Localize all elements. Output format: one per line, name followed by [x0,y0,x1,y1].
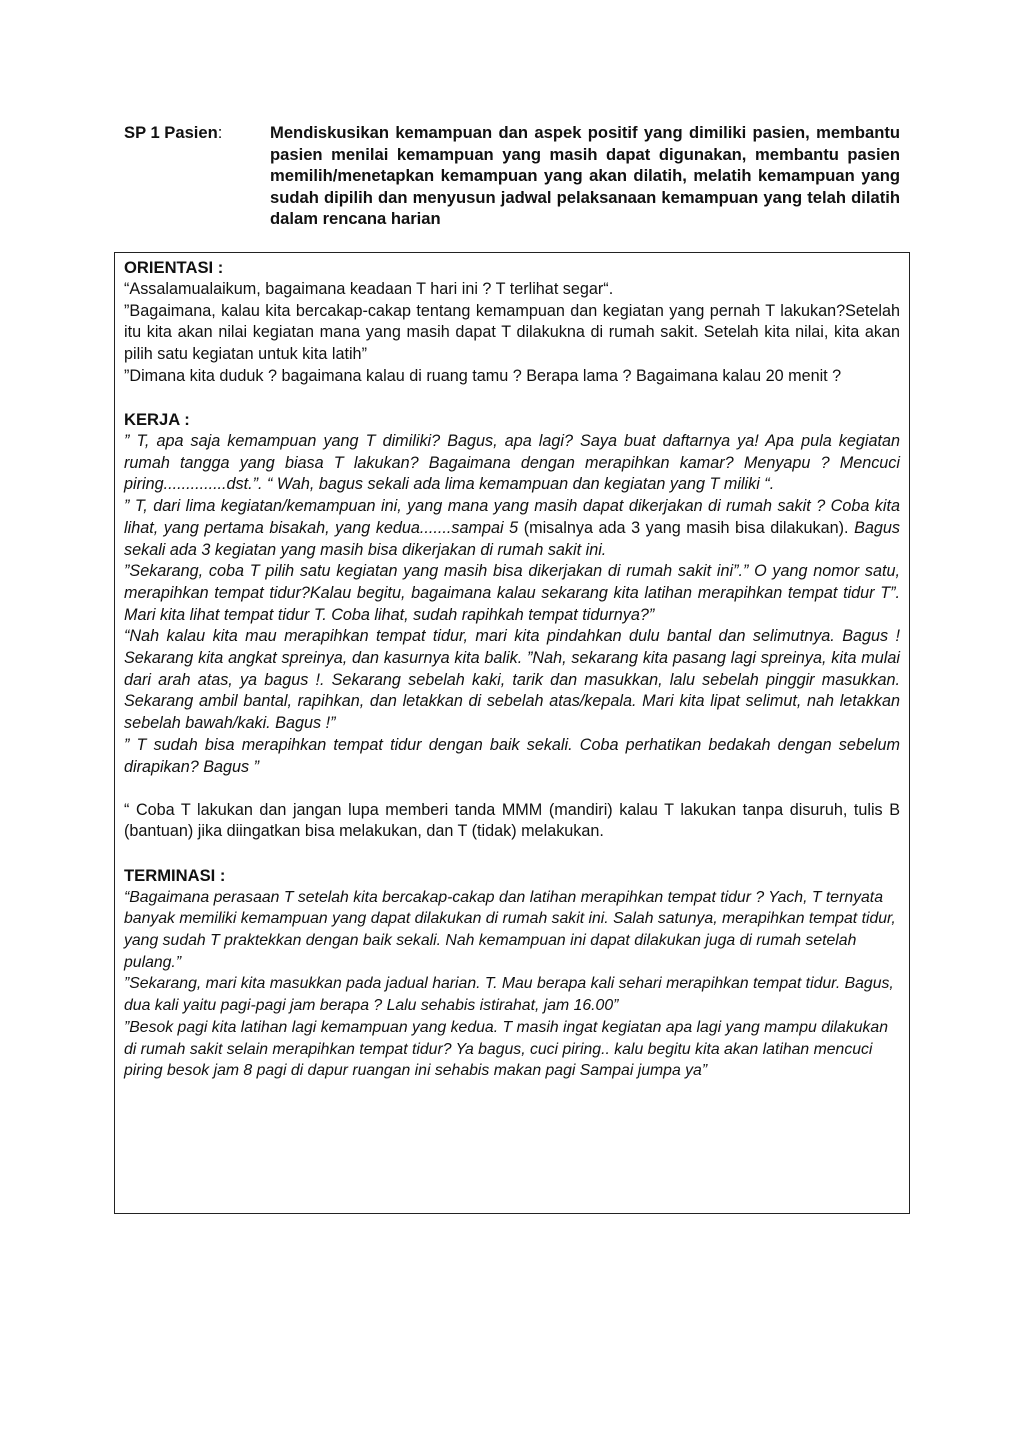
section-terminasi [124,865,900,1082]
terminasi-paragraph-1: “Bagaimana perasaan T setelah kita bercakap-cakap dan latihan merapihkan tempat tidur ? Yach, T ternyata banyak memiliki kemampuan yang dapat dilakukan di rumah sakit ini. Salah satunya, merapihkan tempat tidur, yang sudah T praktekkan dengan baik sekali. Nah kemampuan ini dapat dilakukan juga di rumah setelah pulang.” [124,888,896,971]
spacer [124,843,900,865]
section-title-kerja: KERJA : [124,410,190,430]
section-kerja [124,409,900,843]
terminasi-paragraph-2: ”Sekarang, mari kita masukkan pada jadual harian. T. Mau berapa kali sehari merapihkan tempat tidur. Bagus, dua kali yaitu pagi-pagi jam berapa ? Lalu sehabis istirahat, jam 16.00” [124,975,894,1015]
section-title-orientasi: ORIENTASI : [124,258,224,277]
orientasi-paragraph-2: ”Bagaimana, kalau kita bercakap-cakap tentang kemampuan dan kegiatan yang pernah T lakukan?Setelah itu kita akan nilai kegiatan mana yang masih dapat T dilakukna di rumah sakit. Setelah kita nilai, kita akan pilih satu kegiatan untuk kita latih” [124,301,900,364]
kerja-paragraph-2 [124,496,900,561]
heading-label-text: SP 1 Pasien [124,123,218,142]
section-orientasi [124,257,900,388]
kerja-paragraph-1: ” T, apa saja kemampuan yang T dimiliki? Bagus, apa lagi? Saya buat daftarnya ya! Apa pula kegiatan rumah tangga yang biasa T lakukan? Bagaimana dengan merapihkan kamar? Menyapu ? Mencuci piring..............dst.”. “ Wah, bagus sekali ada lima kemampuan dan kegiatan yang T miliki “. [124,432,900,494]
orientasi-paragraph-1: “Assalamualaikum, bagaimana keadaan T hari ini ? T terlihat segar“. [124,280,614,298]
kerja-paragraph-6: “ Coba T lakukan dan jangan lupa memberi tanda MMM (mandiri) kalau T lakukan tanpa disuruh, tulis B (bantuan) jika diingatkan bisa melakukan, dan T (tidak) melakukan. [124,800,900,841]
document-heading [124,122,900,230]
kerja-paragraph-2-b: (misalnya ada 3 yang masih bisa dilakukan). [518,518,855,537]
heading-colon: : [217,123,223,142]
heading-description: Mendiskusikan kemampuan dan aspek positif yang dimiliki pasien, membantu pasien menilai kemampuan yang masih dapat digunakan, membantu pasien memilih/menetapkan kemampuan yang akan dilatih, melatih kemampuan yang sudah dipilih dan menyusun jadwal pelaksanaan kemampuan yang telah dilatih dalam rencana harian [270,123,900,229]
section-title-terminasi: TERMINASI : [124,865,226,885]
kerja-paragraph-3: ”Sekarang, coba T pilih satu kegiatan yang masih bisa dikerjakan di rumah sakit ini”.” O yang nomor satu, merapihkan tempat tidur?Kalau begitu, bagaimana kalau sekarang kita latihan merapihkan tempat tidur T”. Mari kita lihat tempat tidur T. Coba lihat, sudah rapihkah tempat tidurnya?” [124,562,900,624]
kerja-paragraph-2-c: Bagus sekali ada 3 kegiatan yang masih bisa dikerjakan di rumah sakit ini. [124,518,900,559]
terminasi-paragraph-3: ”Besok pagi kita latihan lagi kemampuan yang kedua. T masih ingat kegiatan apa lagi yang mampu dilakukan di rumah sakit selain merapihkan tempat tidur? Ya bagus, cuci piring.. kalu begitu kita akan latihan mencuci piring besok jam 8 pagi di dapur ruangan ini sehabis makan pagi Sampai jumpa ya” [124,1018,888,1080]
heading-label [124,122,270,230]
spacer [124,778,900,800]
kerja-paragraph-4: “Nah kalau kita mau merapihkan tempat tidur, mari kita pindahkan dulu bantal dan selimutnya. Bagus ! Sekarang kita angkat spreinya, dan kasurnya kita balik. ”Nah, sekarang kita pasang lagi spreinya, kita mulai dari arah atas, ya bagus !. Sekarang sebelah kaki, tarik dan masukkan, lalu sebelah pinggir masukkan. Sekarang ambil bantal, rapihkan, dan letakkan di sebelah atas/kepala. Mari kita lipat selimut, nah letakkan sebelah bawah/kaki. Bagus !” [124,627,900,733]
kerja-paragraph-5: ” T sudah bisa merapihkan tempat tidur dengan baik sekali. Coba perhatikan bedakah dengan sebelum dirapikan? Bagus ” [124,735,900,776]
orientasi-paragraph-3: ”Dimana kita duduk ? bagaimana kalau di ruang tamu ? Berapa lama ? Bagaimana kalau 20 menit ? [124,366,842,385]
kerja-paragraph-2-a: ” T, dari lima kegiatan/kemampuan ini, yang mana yang masih dapat dikerjakan di rumah sakit ? Coba kita lihat, yang pertama bisakah, yang kedua.......sampai 5 [124,497,900,537]
spacer [124,388,900,410]
dialogue-box [114,252,910,1214]
